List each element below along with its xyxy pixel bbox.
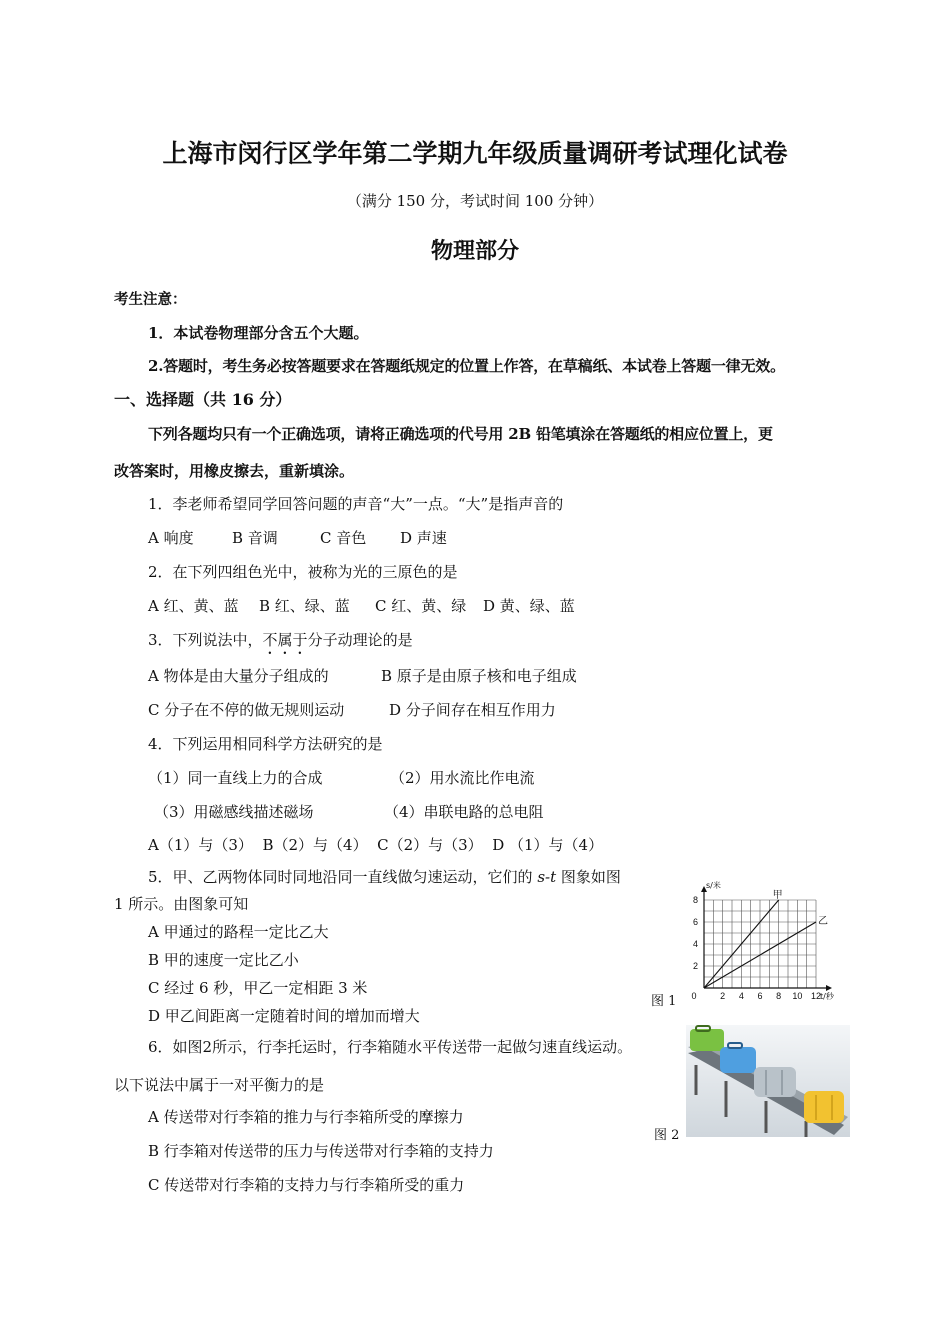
q5-option-d: D 甲乙间距离一定随着时间的增加而增大 — [148, 1007, 420, 1025]
silver-suitcase — [754, 1067, 796, 1097]
q6-stem-line2: 以下说法中属于一对平衡力的是 — [114, 1076, 325, 1094]
q6-option-b: B 行李箱对传送带的压力与传送带对行李箱的支持力 — [148, 1142, 494, 1160]
notice-item-1: 1．本试卷物理部分含五个大题。 — [148, 324, 369, 342]
q1-option-c: C 音色 — [320, 529, 367, 547]
st-graph-chart — [686, 876, 850, 1000]
q3-option-a: A 物体是由大量分子组成的 — [148, 667, 329, 685]
x-axis-arrow — [826, 985, 832, 991]
exam-subtitle: （满分 150 分，考试时间 100 分钟） — [346, 192, 604, 210]
q4-stem: 4．下列运用相同科学方法研究的是 — [148, 735, 383, 753]
y-tick-label: 8 — [692, 895, 698, 905]
q5-option-b: B 甲的速度一定比乙小 — [148, 951, 299, 969]
x-tick-label: 6 — [757, 991, 763, 1000]
q6-stem: 6．如图2所示，行李托运时，行李箱随水平传送带一起做匀速直线运动。 — [148, 1038, 633, 1056]
q4-item-4: （4）串联电路的总电阻 — [384, 803, 544, 821]
q2-option-a: A 红、黄、蓝 — [148, 597, 239, 615]
q3-option-c: C 分子在不停的做无规则运动 — [148, 701, 345, 719]
q5-option-a: A 甲通过的路程一定比乙大 — [148, 923, 329, 941]
q4-item-2: （2）用水流比作电流 — [390, 769, 535, 787]
x-tick-label: 12 — [810, 991, 822, 1000]
exam-title: 上海市闵行区学年第二学期九年级质量调研考试理化试卷 — [162, 139, 788, 168]
y-tick-label: 6 — [692, 917, 698, 927]
x-tick-label: 0 — [691, 991, 697, 1000]
x-axis-label: t/秒 — [820, 992, 834, 1000]
yellow-suitcase — [804, 1091, 844, 1123]
q3-stem-emphasis: 不属于 — [262, 631, 308, 649]
q5-option-c: C 经过 6 秒，甲乙一定相距 3 米 — [148, 979, 368, 997]
q5-stem-pre: 5．甲、乙两物体同时同地沿同一直线做匀速运动，它们的 — [148, 868, 538, 886]
q4-item-1: （1）同一直线上力的合成 — [148, 769, 323, 787]
q1-option-d: D 声速 — [400, 529, 447, 547]
q2-option-d: D 黄、绿、蓝 — [483, 597, 575, 615]
q3-option-b: B 原子是由原子核和电子组成 — [381, 667, 577, 685]
luggage-conveyor-image — [686, 1025, 850, 1137]
series-label: 甲 — [772, 890, 783, 901]
q3-stem — [148, 629, 413, 658]
q1-option-a: A 响度 — [148, 529, 194, 547]
q3-stem-post: 分子动理论的是 — [307, 631, 413, 649]
y-tick-label: 4 — [692, 939, 698, 949]
q3-option-d: D 分子间存在相互作用力 — [389, 701, 556, 719]
y-axis-label: s/米 — [706, 881, 721, 890]
q5-stem — [148, 866, 621, 887]
y-tick-label: 2 — [692, 961, 698, 971]
q2-option-b: B 红、绿、蓝 — [259, 597, 350, 615]
notice-item-2: 2.答题时，考生务必按答题要求在答题纸规定的位置上作答，在草稿纸、本试卷上答题一律无效。 — [148, 357, 785, 375]
figure-1-label: 图 1 — [651, 994, 677, 1009]
blue-suitcase — [720, 1043, 756, 1073]
q5-stem-line2: 1 所示。由图象可知 — [114, 895, 249, 913]
q2-option-c: C 红、黄、绿 — [375, 597, 467, 615]
section-title: 物理部分 — [430, 238, 519, 264]
x-tick-label: 2 — [720, 991, 726, 1000]
figure-2-label: 图 2 — [654, 1128, 680, 1143]
series-label: 乙 — [818, 916, 828, 927]
q5-stem-variable: s-t — [537, 868, 557, 886]
q5-stem-post: 图象如图 — [556, 868, 621, 886]
q3-stem-pre: 3．下列说法中， — [148, 631, 263, 649]
part1-instruction-line2: 改答案时，用橡皮擦去，重新填涂。 — [114, 462, 355, 480]
green-suitcase — [690, 1026, 724, 1051]
q4-item-3: （3）用磁感线描述磁场 — [154, 803, 314, 821]
x-tick-label: 8 — [776, 991, 782, 1000]
q1-stem: 1．李老师希望同学回答问题的声音“大”一点。“大”是指声音的 — [148, 495, 564, 513]
part1-instruction-line1: 下列各题均只有一个正确选项，请将正确选项的代号用 2B 铅笔填涂在答题纸的相应位置上，更 — [148, 425, 773, 443]
q6-option-c: C 传送带对行李箱的支持力与行李箱所受的重力 — [148, 1176, 465, 1194]
x-tick-label: 4 — [738, 991, 744, 1000]
q6-option-a: A 传送带对行李箱的推力与行李箱所受的摩擦力 — [148, 1108, 464, 1126]
q2-stem: 2．在下列四组色光中，被称为光的三原色的是 — [148, 563, 458, 581]
notice-heading: 考生注意： — [114, 291, 187, 308]
part1-heading: 一、选择题（共 16 分） — [114, 390, 292, 409]
x-tick-label: 10 — [792, 991, 803, 1000]
q4-options: A（1）与（3） B（2）与（4） C（2）与（3） D （1）与（4） — [148, 836, 604, 854]
q1-option-b: B 音调 — [232, 529, 278, 547]
